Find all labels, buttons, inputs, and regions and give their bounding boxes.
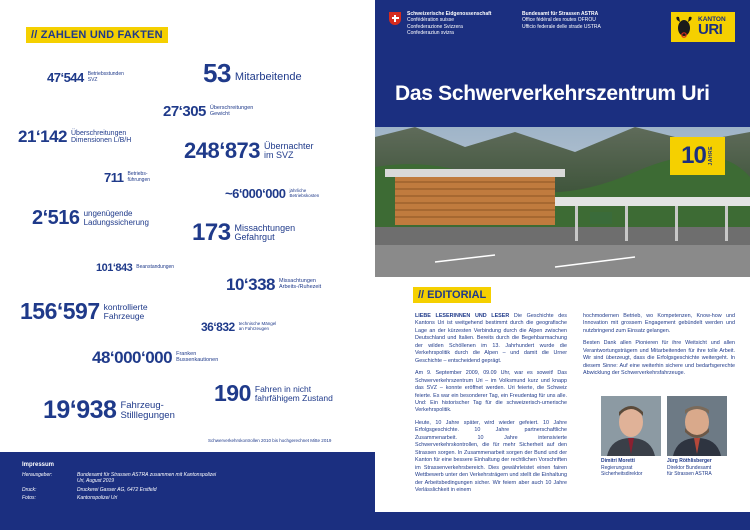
stat-label: Betriebs- führungen [127, 171, 151, 183]
editorial-paragraph: LIEBE LESERINNEN UND LESER Die Geschichte des Kantons Uri ist weitgehend bestimmt durch die geografische Lage an der kürzesten Verbindung durch die Alpen zwischen Deutschland und Italien. Bereits durch die Begehbarmachung der wilden Schöllenen im 13. Jahrhundert wurde die Verkehrspolitik durch die Alpen – und damit die Urner Geschichte – entscheidend geprägt. [415, 313, 567, 364]
editorial-title: // EDITORIAL [413, 287, 491, 303]
impressum-title: Impressum [22, 462, 55, 468]
stat-number: 711 [104, 170, 124, 185]
stat-item [203, 58, 302, 89]
stat-number: 53 [203, 58, 231, 88]
stat-number: 27‘305 [163, 103, 206, 120]
editorial-paragraph: Besten Dank allen Pionieren für ihre Weitsicht und allen Verantwortungsträgern und Mitarbeitenden für ihre tolle Arbeit. Wir sind überzeugt, dass die Erfolgsgeschichte weitergeht. In diesem Sinne: Auf eine weiterhin sichere und bedarfsgerechte Abwicklung der Schwerverkehrsfahrzeuge. [583, 340, 735, 377]
stat-item [43, 396, 175, 425]
stat-label: Franken Bussenkautionen [176, 351, 219, 363]
stat-label: Missachtungen Gefahrgut [234, 222, 296, 242]
badge-number: 10 [681, 142, 706, 169]
stat-label: kontrollierte Fahrzeuge [103, 301, 148, 321]
stat-label: Beanstandungen [136, 264, 175, 271]
stat-label: Betriebsstunden SVZ [87, 71, 124, 83]
astra-text: Bundesamt für Strassen ASTRA Office fédéral des routes OFROU Ufficio federale delle strade USTRA [522, 11, 601, 30]
impressum-row: Druck: Druckerei Gasser AG, 6472 Erstfeld [22, 486, 157, 493]
stat-label: Fahrzeug- Stilllegungen [120, 399, 175, 421]
stat-item [47, 70, 124, 85]
page-title: Das Schwerverkehrszentrum Uri [395, 82, 710, 105]
editorial-paragraph: Am 9. September 2009, 09.09 Uhr, war es soweit! Das Schwerverkehrszentrum Uri – im Volksmund kurz und knapp das SVZ – konnte eröffnet werden. Uri feierte, die Schweiz feierte. Es war ein besonderer Tag, ein Freudentag für uns alle. Und: Ein historischer Tag für die schweizerisch-urnerische Verkehrspolitik. [415, 370, 567, 414]
stat-number: 156‘597 [20, 298, 100, 324]
stat-item [225, 186, 319, 201]
stat-item [214, 380, 333, 407]
stat-item [18, 127, 131, 147]
stat-number: ~6‘000‘000 [225, 186, 286, 201]
federal-administration-text: Schweizerische Eidgenossenschaft Confédération suisse Confederazione Svizzera Confederaziun svizra [407, 11, 492, 36]
editorial-column-2 [583, 313, 735, 383]
uri-bull-icon [674, 14, 694, 40]
footer-band [375, 512, 750, 530]
stat-number: 101‘843 [96, 262, 133, 274]
stat-item [92, 348, 218, 368]
stat-item [96, 262, 174, 274]
stat-number: 190 [214, 380, 251, 406]
editorial-paragraph: Heute, 10 Jahre später, wird wieder gefeiert. 10 Jahre Erfolgsgeschichte. 10 Jahre partnerschaftliche Zusammenarbeit. 10 Jahre intensivierte Schwerverkehrskontrollen, die für mehr Sicherheit auf den Strassen sorgen. In Zusammenarbeit sorgen der Bund und der Kanton für eine bessere Einhaltung der rechtlichen Vorschriften im Strassenverkehrsbereich. Dies gewährleistet einen fairen Wettbewerb unter den Verkehrsträgern und stellt die Einhaltung der Arbeitsbedingungen sicher. Wir feiern aber auch 10 Jahre Verlässlichkeit in einem [415, 419, 567, 493]
stat-label: ungenügende Ladungssicherung [83, 209, 149, 227]
stat-number: 21‘142 [18, 127, 67, 146]
caption-dimitri-moretti: Dimitri Moretti Regierungsrat Sicherheitsdirektor [601, 458, 643, 477]
kanton-uri-logo [671, 12, 735, 42]
portrait-juerg-roethlisberger [667, 396, 727, 456]
stat-label: technische Mängel an Fahrzeugen [238, 321, 277, 331]
stat-item [163, 103, 253, 120]
stat-number: 248‘873 [184, 138, 261, 163]
portrait-dimitri-moretti [601, 396, 661, 456]
editorial-paragraph: hochmodernen Betrieb, wo Kompetenzen, Know-how und Innovation mit grossem Engagement gebündelt werden und nutzbringend zum Einsatz gelangen. [583, 313, 735, 334]
stat-number: 19‘938 [43, 396, 117, 424]
badge-word: JAHRE [707, 146, 714, 166]
stat-label: Übernachter im SVZ [264, 140, 314, 160]
impressum-row: Herausgeber: Bundesamt für Strassen ASTRA zusammen mit Kantonspolizei Uri, August 2019 [22, 472, 217, 485]
source-note: Schwerverkehrskontrollen 2010 bis hochgerechnet Mitte 2019 [208, 438, 332, 443]
facts-section-title: // ZAHLEN UND FAKTEN [26, 27, 168, 43]
stat-item [201, 320, 276, 334]
swiss-coat-of-arms-icon [389, 12, 401, 25]
stat-number: 10‘338 [226, 275, 275, 294]
editorial-column-1 [415, 313, 567, 499]
stat-item [226, 275, 321, 295]
kanton-label: KANTON [698, 15, 726, 23]
impressum-row: Fotos: Kantonspolizei Uri [22, 494, 118, 501]
stat-label: Mitarbeitende [234, 70, 302, 83]
stat-label: Missachtungen Arbeits-/Ruhezeit [279, 278, 322, 290]
stat-item [184, 138, 314, 164]
impressum [0, 452, 375, 530]
stat-number: 48‘000‘000 [92, 348, 173, 367]
stat-item [104, 170, 150, 185]
stat-label: Fahren in nicht fahrfähigem Zustand [254, 383, 333, 403]
stat-item [32, 207, 149, 230]
stat-label: Überschreitungen Gewicht [209, 104, 254, 117]
stat-number: 36‘832 [201, 320, 235, 334]
stat-item [20, 298, 148, 325]
right-page [375, 0, 750, 530]
stat-number: 47‘544 [47, 70, 84, 85]
ten-years-badge [670, 137, 725, 175]
uri-label: URI [698, 20, 723, 38]
header-band [375, 0, 750, 127]
stat-label: Überschreitungen Dimensionen L/B/H [71, 129, 132, 144]
stat-item [192, 219, 295, 247]
caption-juerg-roethlisberger: Jürg Röthlisberger Direktor Bundesamt für Strassen ASTRA [667, 458, 712, 477]
stat-number: 173 [192, 219, 231, 246]
stat-number: 2‘516 [32, 207, 80, 229]
stat-label: jährliche Betriebskosten [289, 187, 320, 198]
